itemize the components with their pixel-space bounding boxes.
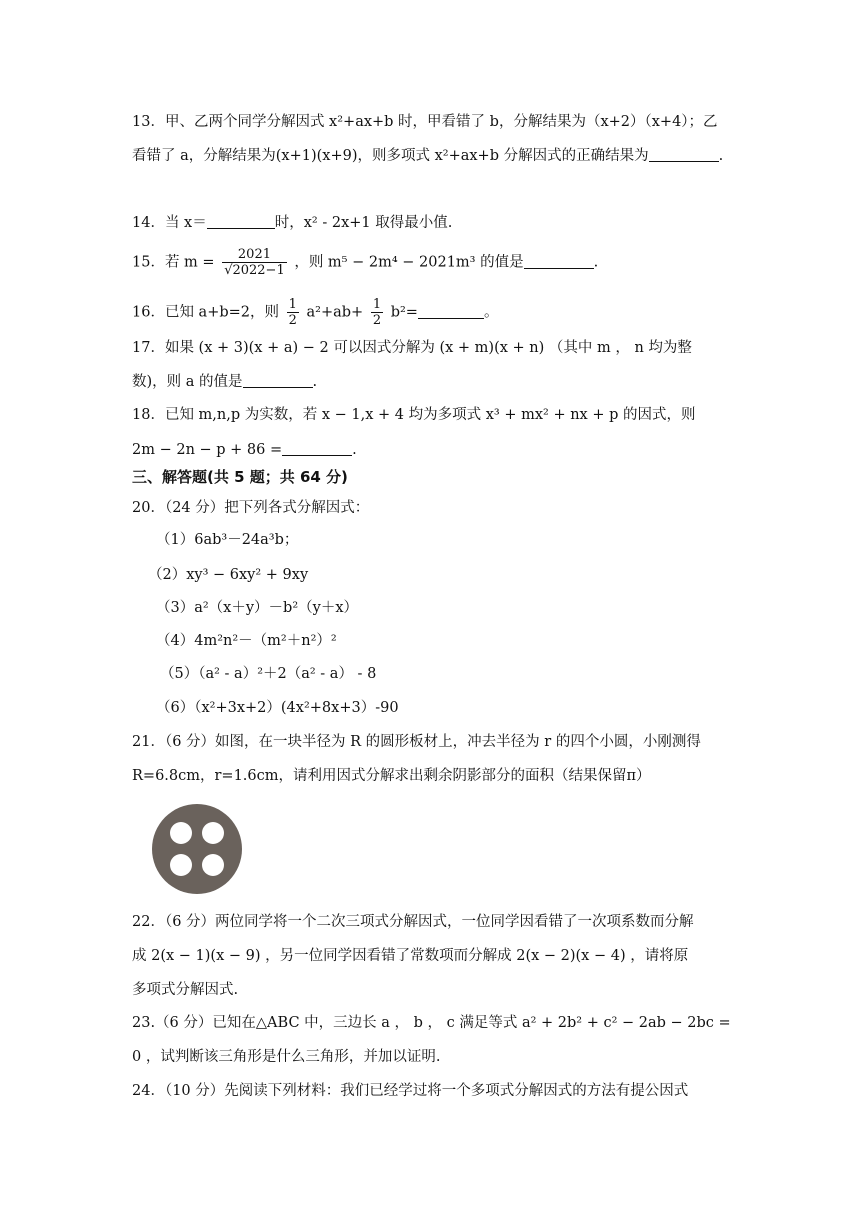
- q22-line3: 多项式分解因式.: [132, 982, 239, 998]
- answer-blank[interactable]: [243, 373, 313, 388]
- q23-line1: 23.（6 分）已知在△ABC 中，三边长 a ， b ， c 满足等式 a² + 2b² + c² − 2ab − 2bc =: [132, 1015, 731, 1031]
- q22-line2: 成 2(x − 1)(x − 9) ，另一位同学因看错了常数项而分解成 2(x − 2)(x − 4) ，请将原: [132, 948, 689, 964]
- q14: 14．当 x＝ 时，x² - 2x+1 取得最小值.: [132, 215, 453, 231]
- small-hole: [170, 822, 192, 844]
- small-hole: [202, 854, 224, 876]
- q23-line2: 0 ，试判断该三角形是什么三角形，并加以证明.: [132, 1049, 441, 1065]
- answer-blank[interactable]: [282, 441, 352, 456]
- answer-blank[interactable]: [524, 254, 594, 269]
- q13-line1: 13．甲、乙两个同学分解因式 x²+ax+b 时，甲看错了 b，分解结果为（x+2）（x+4）；乙: [132, 114, 718, 130]
- q20-item-2: （2）xy³ − 6xy² + 9xy: [148, 567, 309, 583]
- board-disc: [152, 804, 242, 894]
- section-heading: 三、解答题(共 5 题；共 64 分): [132, 468, 348, 486]
- q20-item-5: （5）（a² - a）²＋2（a² - a） - 8: [160, 666, 377, 682]
- q20-item-4: （4）4m²n²－（m²＋n²）²: [156, 633, 337, 649]
- q20-item-1: （1）6ab³－24a³b；: [156, 532, 299, 548]
- answer-blank[interactable]: [649, 147, 719, 162]
- q22-line1: 22．（6 分）两位同学将一个二次三项式分解因式，一位同学因看错了一次项系数而分解: [132, 914, 694, 930]
- q20-item-6: （6）（x²+3x+2）(4x²+8x+3）-90: [156, 700, 399, 716]
- q18-line2: 2m − 2n − p + 86 = .: [132, 442, 357, 458]
- q16: 16．已知 a+b=2，则 $\frac{1}{2}$ a²+ab+ $\frac{1}{2}$ b²= 。: [132, 297, 499, 328]
- answer-blank[interactable]: [207, 214, 275, 229]
- fraction: $\frac{2021}{√2022-1}$: [224, 247, 285, 278]
- q21-line1: 21．（6 分）如图，在一块半径为 R 的圆形板材上，冲去半径为 r 的四个小圆，小刚测得: [132, 734, 701, 750]
- small-hole: [170, 854, 192, 876]
- q21-line2: R=6.8cm，r=1.6cm，请利用因式分解求出剩余阴影部分的面积（结果保留π）: [132, 768, 651, 784]
- circle-board-figure: [150, 802, 244, 896]
- answer-blank[interactable]: [418, 304, 484, 319]
- q13-line2: 看错了 a，分解结果为(x+1)(x+9)，则多项式 x²+ax+b 分解因式的正确结果为 .: [132, 148, 724, 164]
- fraction: $\frac{1}{2}$: [288, 297, 297, 328]
- fraction: $\frac{1}{2}$: [372, 297, 382, 328]
- q20-item-3: （3）a²（x＋y）－b²（y＋x）: [156, 600, 359, 616]
- q15: 15．若 m = $\frac{2021}{√2022-1}$ ，则 m⁵ − 2m⁴ − 2021m³ 的值是 .: [132, 247, 599, 278]
- q20-head: 20．（24 分）把下列各式分解因式：: [132, 500, 370, 516]
- q24-line1: 24．（10 分）先阅读下列材料：我们已经学过将一个多项式分解因式的方法有提公因式: [132, 1083, 689, 1099]
- small-hole: [202, 822, 224, 844]
- q18-line1: 18．已知 m,n,p 为实数，若 x − 1,x + 4 均为多项式 x³ + mx² + nx + p 的因式，则: [132, 407, 696, 423]
- q17-line1: 17．如果 (x + 3)(x + a) − 2 可以因式分解为 (x + m)(x + n) （其中 m ， n 均为整: [132, 340, 692, 356]
- q17-line2: 数)，则 a 的值是 .: [132, 374, 318, 390]
